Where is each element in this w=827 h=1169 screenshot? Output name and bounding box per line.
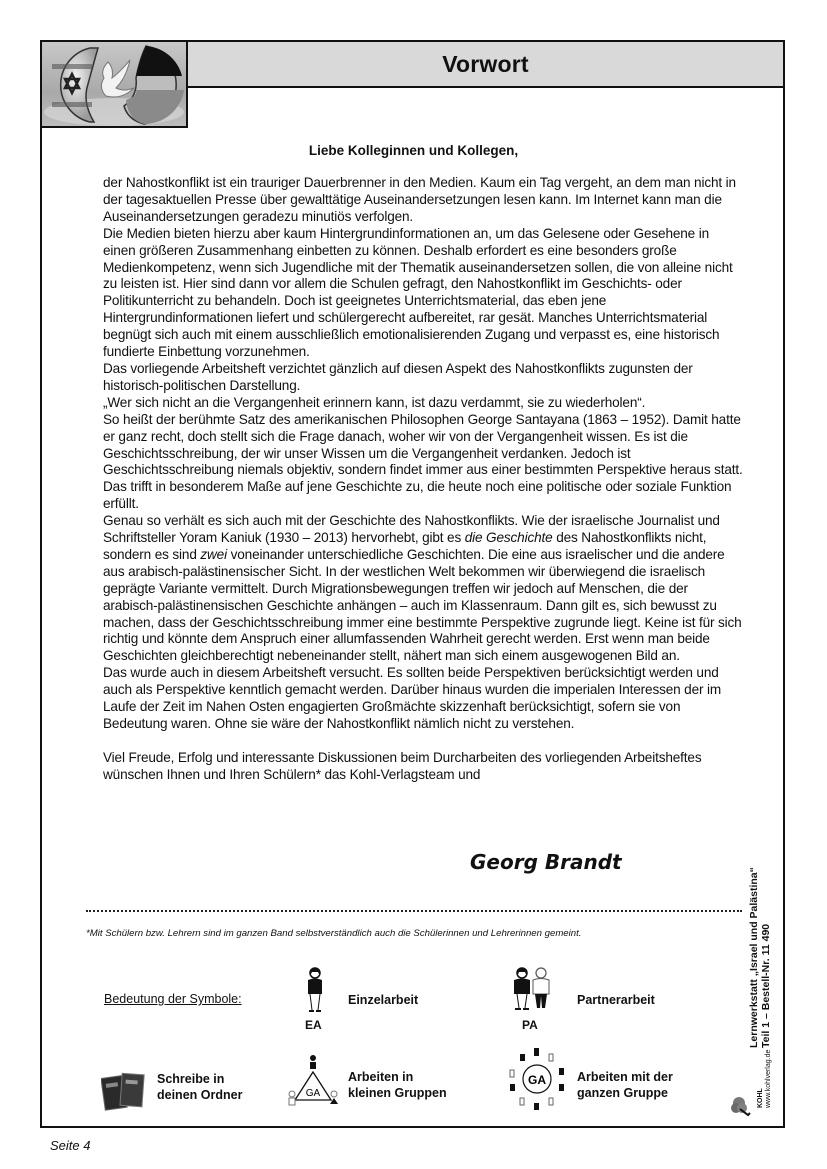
symbol-caption: EA [305, 1018, 322, 1032]
symbol-text [157, 1071, 242, 1103]
page-title: Vorwort [442, 50, 529, 77]
symbol-caption: PA [522, 1018, 538, 1032]
page-number: Seite 4 [50, 1138, 91, 1153]
paragraph: der Nahostkonflikt ist ein trauriger Dauerbrenner in den Medien. Kaum ein Tag vergeht, an dem man nicht in der tagesaktuellen Presse über gewalttätige Auseinandersetzungen lesen kann. Im Internet kann man die Auseinandersetzungen geradezu minutiös verfolgen. [103, 175, 736, 224]
publisher-url: www.kohlverlag.de [765, 1049, 772, 1108]
svg-text:GA: GA [305, 1088, 321, 1099]
emphasis: zwei [200, 546, 227, 562]
symbol-text-line: deinen Ordner [157, 1088, 243, 1102]
foreword-body [103, 175, 743, 784]
closing-paragraph: Viel Freude, Erfolg und interessante Diskussionen beim Durcharbeiten des vorliegenden Arbeitsheftes wünschen Ihnen und Ihren Schülern* das Kohl-Verlagsteam und [103, 749, 702, 782]
symbol-text [348, 992, 418, 1008]
title-bar [186, 40, 785, 88]
paragraph: Die Medien bieten hierzu aber kaum Hintergrundinformationen an, um das Gelesene oder Gesehene in einen größeren Zusammenhang einbetten zu können. Deshalb erfordert es eine besonders große Medienkompetenz, wenn sich Jugendliche mit der Thematik auseinandersetzen sollen, die von alleine nicht zu leisten ist. Hier sind dann vor allem die Schulen gefragt, den Nahostkonflikt im Geschichts- oder Politikunterricht zu behandeln. Doch ist geeignetes Unterrichtsmaterial, das eben jene Hintergrundinformationen liefert und schülergerecht aufbereitet, rar gesät. Manches Unterrichtsmaterial begnügt sich auch mit einem ausschließlich emotionalisierenden Zugang und verpasst es, eine historisch fundierte Einbettung vorzunehmen. [103, 225, 733, 360]
paragraph: Das vorliegende Arbeitsheft verzichtet gänzlich auf diesen Aspekt des Nahostkonflikts zugunsten der historisch-politischen Darstellung. [103, 360, 693, 393]
dotted-divider [86, 910, 742, 912]
symbol-text [577, 1069, 673, 1101]
binder-notebook-icon [101, 1071, 145, 1113]
order-number: Teil 1 – Bestell-Nr. 11 490 [760, 923, 772, 1048]
publisher-logo-text: KOHL [757, 1088, 764, 1108]
paragraph-kaniuk [103, 513, 743, 665]
paragraph: So heißt der berühmte Satz des amerikanischen Philosophen George Santayana (1863 – 1952). Damit hatte er ganz recht, doch stellt sich die Frage danach, woher wir von der Vergangenheit wissen. Es ist die Geschichtsschreibung, der wir unser Wissen um die Vergangenheit verdanken. Jedoch ist Geschichtsschreibung niemals objektiv, sondern findet immer aus einer bestimmten Perspektive heraus statt. Das trifft in besonderem Maße auf jene Geschichte zu, die heute noch eine politische oder soziale Funktion erfüllt. [103, 411, 743, 512]
legend-label [104, 992, 242, 1006]
text-span: des Nahostkonflikts nicht, sondern es sind [103, 530, 707, 562]
greeting: Liebe Kolleginnen und Kollegen, [308, 143, 519, 158]
symbol-text-line: Arbeiten mit der [577, 1070, 673, 1084]
legend-label-text: Bedeutung der Symbole [104, 992, 239, 1006]
emphasis: die Geschichte [464, 530, 553, 546]
symbol-text-line: ganzen Gruppe [577, 1086, 668, 1100]
whole-group-circle-icon [507, 1046, 567, 1112]
legend-colon: : [238, 992, 242, 1006]
quote-paragraph: „Wer sich nicht an die Vergangenheit erinnern kann, ist dazu verdammt, sie zu wiederholen“. [103, 394, 646, 410]
symbol-text-line: kleinen Gruppen [348, 1086, 447, 1100]
small-group-triangle-icon [287, 1054, 339, 1110]
footnote: *Mit Schülern bzw. Lehrern sind im ganzen Band selbstverständlich auch die Schülerinnen und Lehrerinnen gemeint. [86, 928, 582, 939]
symbol-text-line: Schreibe in [157, 1072, 225, 1086]
symbol-text [577, 992, 655, 1008]
kohl-tree-logo-icon [730, 1095, 752, 1117]
text-span: Genau so verhält es sich auch mit der Geschichte des Nahostkonflikts. Wie der israelische Journalist und Schriftsteller Yoram Kaniuk (1930 – 2013) hervorhebt, gibt es [103, 513, 720, 546]
text-span: voneinander unterschiedliche Geschichten. Die eine aus israelischer und die andere aus arabisch-palästinensischer Sicht. In der westlichen Welt bekommen wir überwiegend die israelisch geprägte Variante vermittelt. Durch Migrationsbewegungen treffen wir jedoch auf Menschen, die der arabisch-palästinensischen Geschichte anhängen – auch im Klassenraum. Dann gilt es, sich bewusst zu machen, dass der Geschichtsschreibung immer eine bestimmte Perspektive zugrunde liegt. Keine ist für sich richtig und könnte dem Anspruch einer allumfassenden Wahrheit gerecht werden. Erst wenn man beide Geschichten gleichberechtigt nebeneinander stellt, nähert man sich einem ausgewogenen Bild an. [103, 546, 742, 664]
publisher-info [757, 1050, 773, 1108]
symbol-text [348, 1069, 447, 1101]
israel-palestine-dove-icon [40, 40, 188, 128]
series-title: Lernwerkstatt „Israel und Palästina“ [748, 867, 760, 1048]
symbol-text-line: Einzelarbeit [348, 993, 419, 1007]
single-person-icon [303, 966, 327, 1016]
paragraph: Das wurde auch in diesem Arbeitsheft versucht. Es sollten beide Perspektiven berücksichtigt werden und auch als Perspektive kenntlich gemacht werden. Darüber hinaus wurden die imperialen Interessen der im Laufe der Zeit im Nahen Osten engagierten Großmächte skizzenhaft berücksichtigt, sofern sie von Bedeutung waren. Ohne sie wäre der Nahostkonflikt nämlich nicht zu verstehen. [103, 665, 722, 731]
svg-text:GA: GA [528, 1073, 546, 1087]
two-persons-icon [510, 966, 554, 1016]
series-info [748, 867, 772, 1048]
signature: Georg Brandt [470, 850, 622, 874]
symbol-text-line: Arbeiten in [348, 1070, 414, 1084]
symbol-text-line: Partnerarbeit [577, 993, 655, 1007]
